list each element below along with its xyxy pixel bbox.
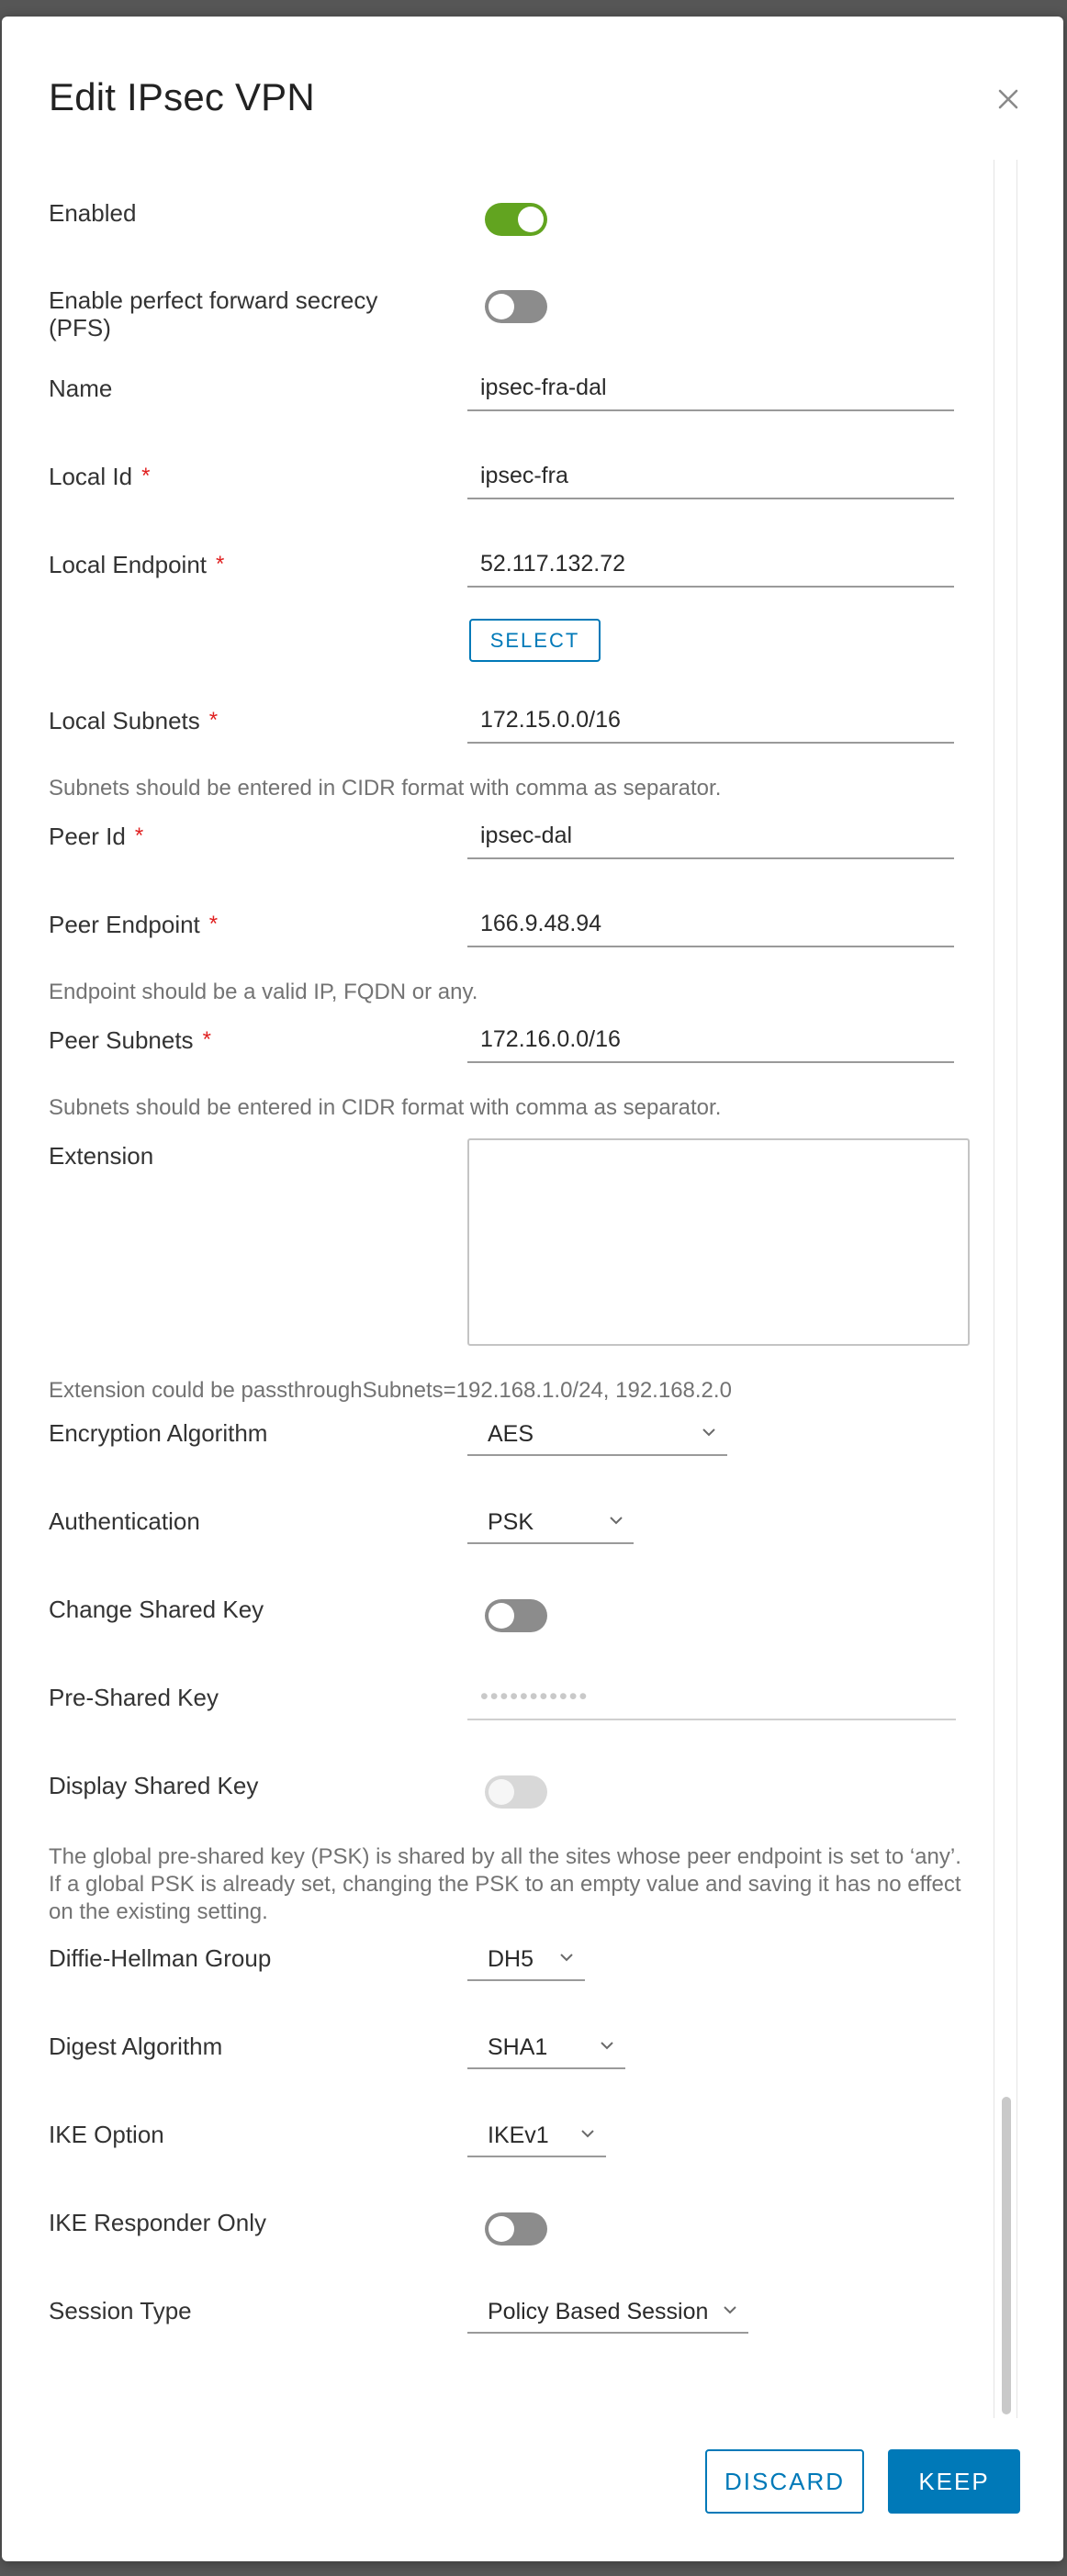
session-type-label: Session Type [49,2297,192,2324]
enabled-label: Enabled [49,199,137,227]
peer-endpoint-label [49,911,416,938]
pfs-toggle[interactable] [485,290,547,323]
discard-button[interactable]: DISCARD [705,2449,864,2514]
keep-button[interactable]: KEEP [888,2449,1020,2514]
required-marker: * [202,1027,211,1052]
peer-endpoint-label-text: Peer Endpoint [49,911,200,938]
local-subnets-label [49,707,416,734]
pre-shared-key-input[interactable] [467,1674,956,1720]
chevron-down-icon [700,1423,718,1441]
required-marker: * [216,552,225,577]
ike-option-value: IKEv1 [488,2122,549,2148]
digest-algorithm-value: SHA1 [488,2034,548,2060]
toggle-knob [489,1603,514,1629]
local-id-label [49,463,416,490]
local-id-label-text: Local Id [49,463,133,490]
encryption-algorithm-label: Encryption Algorithm [49,1419,268,1447]
name-label: Name [49,375,113,402]
peer-subnets-helper: Subnets should be entered in CIDR format with comma as separator. [49,1095,722,1120]
peer-subnets-input[interactable] [467,1017,954,1063]
session-type-select[interactable] [467,2288,748,2334]
authentication-value: PSK [488,1509,534,1535]
ike-option-label: IKE Option [49,2121,164,2148]
local-id-input[interactable] [467,454,954,499]
extension-helper: Extension could be passthroughSubnets=192.168.1.0/24, 192.168.2.0 [49,1378,732,1403]
peer-subnets-label [49,1026,416,1054]
dh-group-label: Diffie-Hellman Group [49,1944,272,1972]
required-marker: * [141,464,151,488]
local-endpoint-label-text: Local Endpoint [49,551,208,578]
chevron-down-icon [607,1511,625,1529]
display-shared-key-toggle[interactable] [485,1775,547,1809]
form-body [2,160,1063,2418]
local-endpoint-label [49,551,416,578]
peer-id-label-text: Peer Id [49,823,126,850]
scrollbar[interactable] [994,160,1017,2418]
peer-endpoint-input[interactable] [467,902,954,947]
toggle-knob [489,1779,514,1805]
enabled-toggle[interactable] [485,203,547,236]
peer-subnets-label-text: Peer Subnets [49,1026,194,1054]
display-shared-key-helper: The global pre-shared key (PSK) is shared by all the sites whose peer endpoint is set to ‘any’. If a global PSK is already set, changing the PSK to an empty value and saving it has no effect on the existing setting. [49,1844,961,1924]
pre-shared-key-label: Pre-Shared Key [49,1684,219,1711]
required-marker: * [208,912,219,936]
dh-group-value: DH5 [488,1946,534,1972]
encryption-algorithm-select[interactable] [467,1410,727,1456]
peer-id-label [49,823,416,850]
extension-label: Extension [49,1142,154,1170]
display-shared-key-label: Display Shared Key [49,1772,259,1799]
ike-option-select[interactable] [467,2111,606,2157]
dialog-title: Edit IPsec VPN [49,75,315,118]
peer-endpoint-helper: Endpoint should be a valid IP, FQDN or any. [49,980,478,1004]
chevron-down-icon [721,2301,739,2319]
chevron-down-icon [557,1948,576,1966]
local-endpoint-input[interactable] [467,542,954,588]
toggle-knob [489,2216,514,2242]
encryption-algorithm-value: AES [488,1421,534,1447]
required-marker: * [134,823,144,848]
scrollbar-thumb[interactable] [1002,2097,1011,2414]
change-shared-key-label: Change Shared Key [49,1596,264,1623]
change-shared-key-toggle[interactable] [485,1599,547,1632]
authentication-label: Authentication [49,1507,200,1535]
digest-algorithm-label: Digest Algorithm [49,2033,223,2060]
extension-textarea[interactable] [467,1138,970,1346]
select-endpoint-button[interactable]: SELECT [469,619,601,662]
required-marker: * [208,708,219,733]
toggle-knob [489,294,514,319]
local-subnets-helper: Subnets should be entered in CIDR format with comma as separator. [49,776,722,801]
ike-responder-only-toggle[interactable] [485,2212,547,2246]
pfs-label: Enable perfect forward secrecy (PFS) [49,286,378,342]
dh-group-select[interactable] [467,1935,585,1981]
digest-algorithm-select[interactable] [467,2023,625,2069]
chevron-down-icon [578,2124,597,2143]
close-icon[interactable] [992,83,1025,116]
peer-id-input[interactable] [467,813,954,859]
edit-ipsec-vpn-dialog [2,17,1063,2561]
session-type-value: Policy Based Session [488,2299,709,2324]
local-subnets-input[interactable] [467,698,954,744]
authentication-select[interactable] [467,1498,634,1544]
ike-responder-only-label: IKE Responder Only [49,2209,267,2236]
name-input[interactable] [467,365,954,411]
chevron-down-icon [598,2036,616,2055]
local-subnets-label-text: Local Subnets [49,707,200,734]
toggle-knob [518,207,544,232]
